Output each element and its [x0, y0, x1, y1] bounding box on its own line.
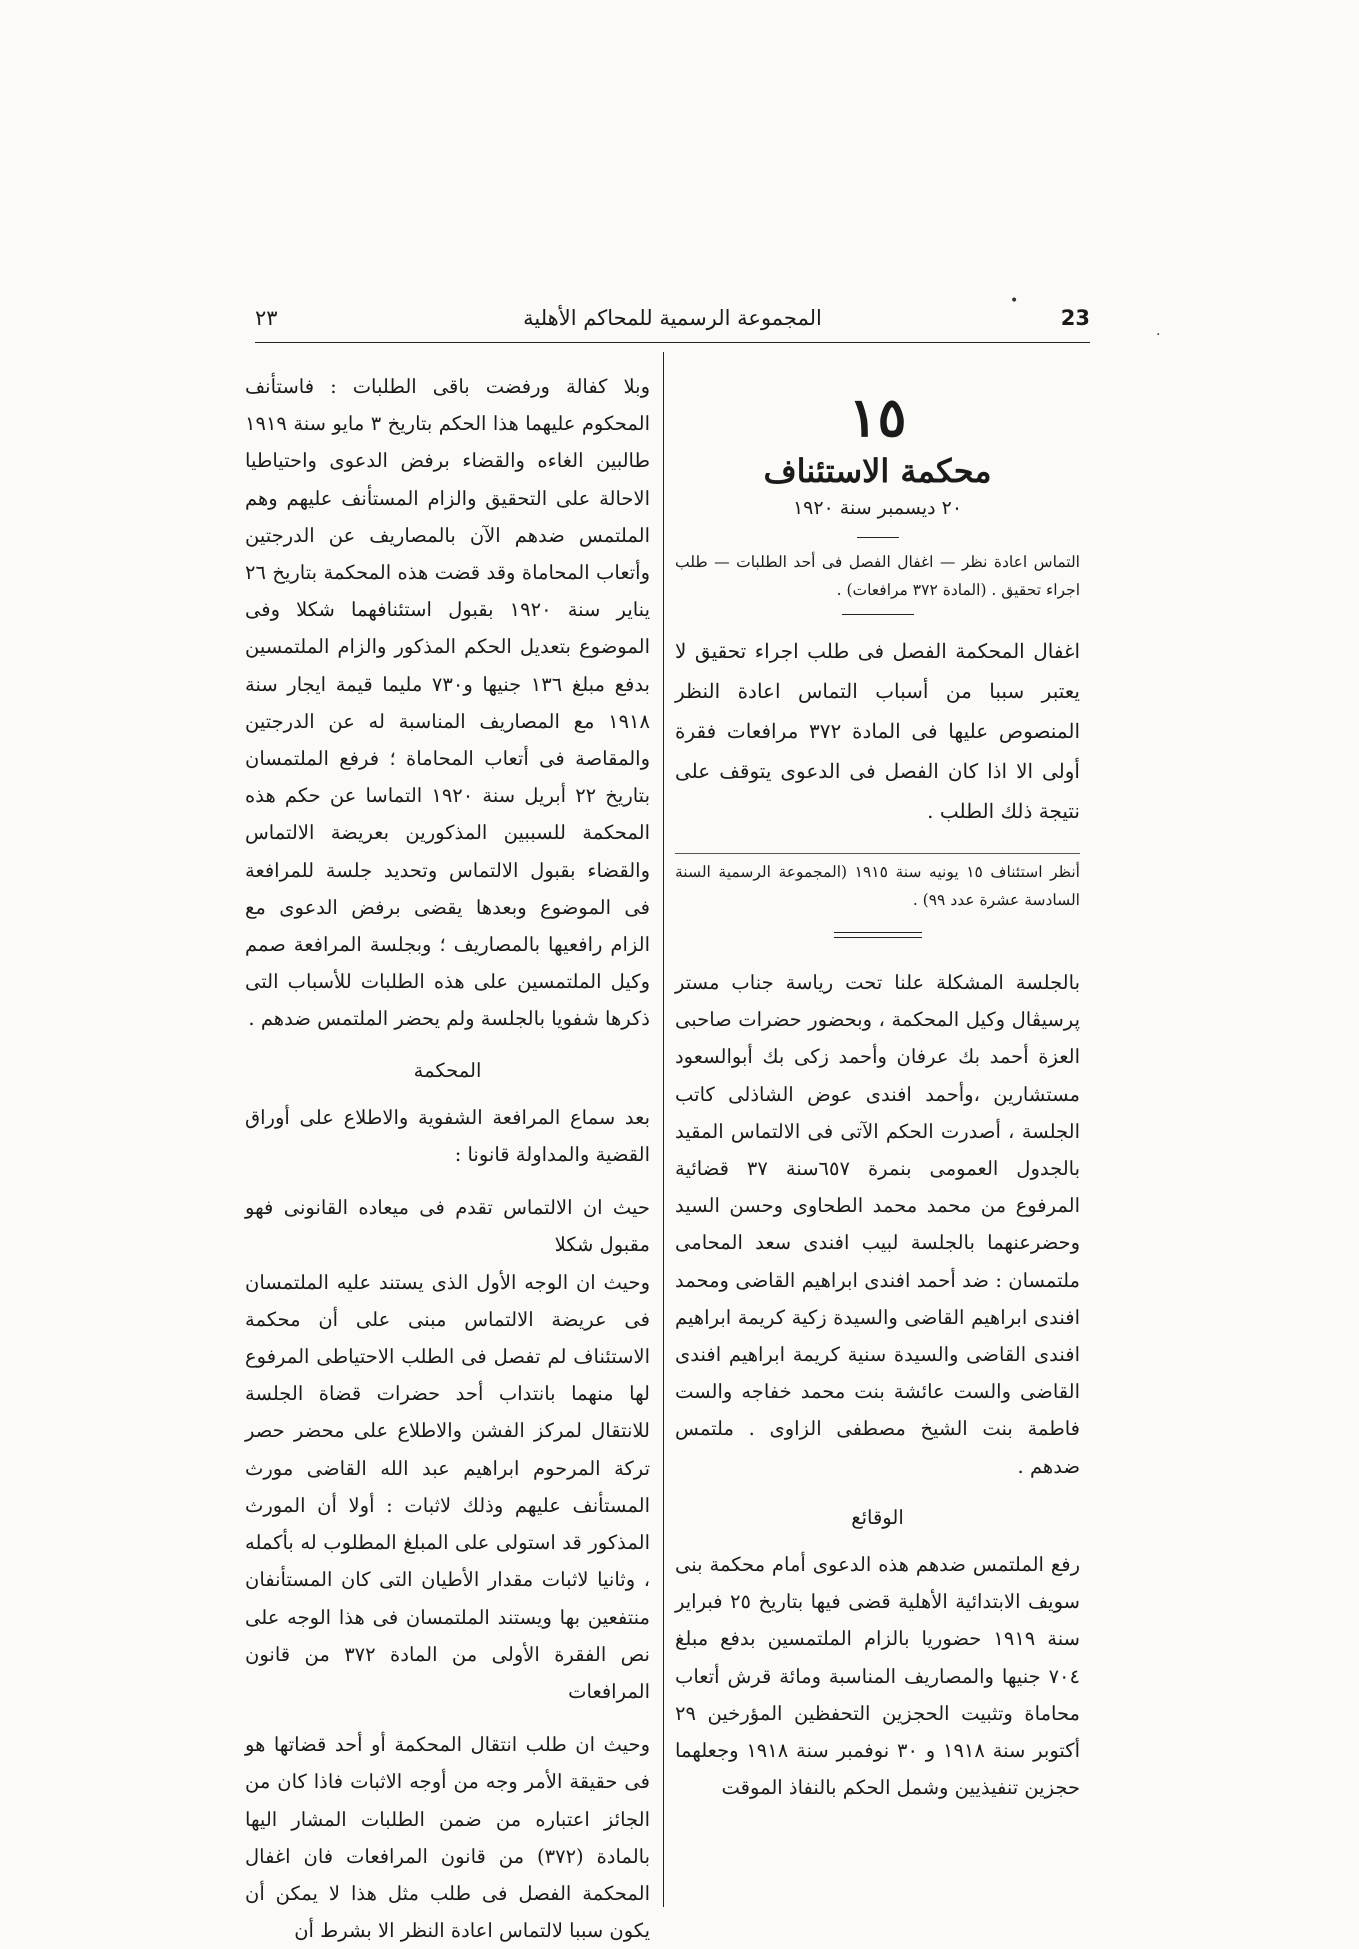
paragraph-gap — [245, 1710, 650, 1726]
court-intro-paragraph: بعد سماع المرافعة الشفوية والاطلاع على أوراق القضية والمداولة قانونا : — [245, 1105, 650, 1167]
running-title: المجموعة الرسمية للمحاكم الأهلية — [523, 306, 822, 330]
scan-speck: · — [1156, 327, 1161, 343]
session-paragraph: بالجلسة المشكلة علنا تحت رياسة جناب مستر پرسيڤال وكيل المحكمة ، وبحضور حضرات صاحبى العزة أحمد بك عرفان وأحمد زكى بك أبوالسعود مستشارين ،وأحمد افندى عوض الشاذلى كاتب الجلسة ، أصدرت الحكم الآتى فى الالتماس المقيد بالجدول العمومى بنمرة ٦٥٧سنة ٣٧ قضائية المرفوع من محمد محمد الطحاوى وحسن السيد وحضرعنهما بالجلسة لبيب افندى سعد المحامى ملتمسان : ضد أحمد افندى ابراهيم القاضى ومحمد افندى ابراهيم القاضى والسيدة زكية كريمة ابراهيم افندى القاضى والسيدة سنية كريمة ابراهيم افندى القاضى والست عائشة بنت محمد خفاجه والست فاطمة بنت الشيخ مصطفى الزاوى . ملتمس ضدهم . — [675, 971, 1080, 1478]
reason-paragraph-3: وحيث ان طلب انتقال المحكمة أو أحد قضاتها هو فى حقيقة الأمر وجه من أوجه الاثبات فاذا كان من الجائز اعتباره من ضمن الطلبات المشار اليها بالمادة (٣٧٢) من قانون المرافعات فان اغفال المحكمة الفصل فى طلب مثل هذا لا يمكن أن يكون سببا لالتماس اعادة النظر الا بشرط أن — [245, 1733, 651, 1943]
case-number: ١٥ — [848, 385, 907, 449]
right-column — [675, 385, 1080, 1806]
rule — [842, 614, 914, 615]
reason-paragraph-1: حيث ان الالتماس تقدم فى ميعاده القانونى فهو مقبول شكلا — [245, 1196, 650, 1257]
case-date: ٢٠ ديسمبر سنة ١٩٢٠ — [792, 497, 963, 519]
page-header — [255, 306, 1090, 342]
double-rule — [834, 932, 922, 938]
facts-paragraph: رفع الملتمس ضدهم هذه الدعوى أمام محكمة بنى سويف الابتدائية الأهلية قضى فيها بتاريخ ٢٥ فبراير سنة ١٩١٩ حضوريا بالزام الملتمسين بدفع مبلغ ٧٠٤ جنيها والمصاريف المناسبة ومائة قرش أتعاب محاماة وتثبيت الحجزين التحفظين المؤرخين ٢٩ أكتوبر سنة ١٩١٨ و ٣٠ نوفمبر سنة ١٩١٨ وجعلهما حجزين تنفيذيين وشمل الحكم بالنفاذ الموقت — [675, 1553, 1080, 1800]
case-keywords: التماس اعادة نظر — اغفال الفصل فى أحد الطلبات — طلب اجراء تحقيق . (المادة ٣٧٢ مرافعات) . — [675, 553, 1080, 599]
left-column — [245, 368, 650, 1949]
scan-speck: • — [1010, 293, 1019, 309]
reason-paragraph-2: وحيث ان الوجه الأول الذى يستند عليه الملتمسان فى عريضة الالتماس مبنى على أن محكمة الاستئناف لم تفصل فى الطلب الاحتياطى المرفوع لها منهما بانتداب أحد حضرات قضاة الجلسة للانتقال لمركز الفشن والاطلاع على محضر حصر تركة المرحوم ابراهيم عبد الله القاضى مورث المستأنف عليهم وذلك لاثبات : أولا أن المورث المذكور قد استولى على المبلغ المطلوب له بأكمله ، وثانيا لاثبات مقدار الأطيان التى كان المستأنفان منتفعين بها ويستند الملتمسان فى هذا الوجه على نص الفقرة الأولى من المادة ٣٧٢ من قانون المرافعات — [245, 1270, 650, 1703]
column-divider — [663, 352, 664, 1907]
page-number-arabic: ٢٣ — [255, 306, 278, 330]
page-number-latin: 23 — [1060, 306, 1090, 330]
header-rule — [255, 342, 1090, 343]
court-name: محكمة الاستئناف — [763, 452, 992, 490]
court-heading: المحكمة — [413, 1058, 482, 1082]
facts-continued-paragraph: وبلا كفالة ورفضت باقى الطلبات : فاستأنف المحكوم عليهما هذا الحكم بتاريخ ٣ مايو سنة ١٩١٩ طالبين الغاءه والقضاء برفض الدعوى واحتياطيا الاحالة على التحقيق والزام المستأنف عليهم وهم الملتمس ضدهم الآن بالمصاريف عن الدرجتين وأتعاب المحاماة وقد قضت هذه المحكمة بتاريخ ٢٦ يناير سنة ١٩٢٠ بقبول استئنافهما شكلا وفى الموضوع بتعديل الحكم المذكور والزام الملتمسين بدفع مبلغ ١٣٦ جنيها و٧٣٠ مليما قيمة ايجار سنة ١٩١٨ مع المصاريف المناسبة له عن الدرجتين والمقاصة فى أتعاب المحاماة ؛ فرفع الملتمسان بتاريخ ٢٢ أبريل سنة ١٩٢٠ التماسا عن حكم هذه المحكمة للسببين المذكورين بعريضة الالتماس والقضاء بقبول الالتماس وتحديد جلسة للمرافعة فى الموضوع وبعدها يقضى برفض الدعوى مع الزام رافعيها بالمصاريف ؛ وبجلسة المرافعة صمم وكيل الملتمسين على هذه الطلبات للأسباب التى ذكرها شفويا بالجلسة ولم يحضر الملتمس ضدهم . — [245, 375, 650, 1031]
facts-heading: الوقائع — [851, 1505, 904, 1529]
legal-principle: اغفال المحكمة الفصل فى طلب اجراء تحقيق لا يعتبر سببا من أسباب التماس اعادة النظر المنصوص عليها فى المادة ٣٧٢ مرافعات فقرة أولى الا اذا كان الفصل فى الدعوى يتوقف على نتيجة ذلك الطلب . — [675, 639, 1080, 823]
rule — [857, 537, 899, 538]
case-reference: أنظر استئناف ١٥ يونيه سنة ١٩١٥ (المجموعة الرسمية السنة السادسة عشرة عدد ٩٩) . — [675, 853, 1080, 914]
paragraph-gap — [245, 1173, 650, 1189]
